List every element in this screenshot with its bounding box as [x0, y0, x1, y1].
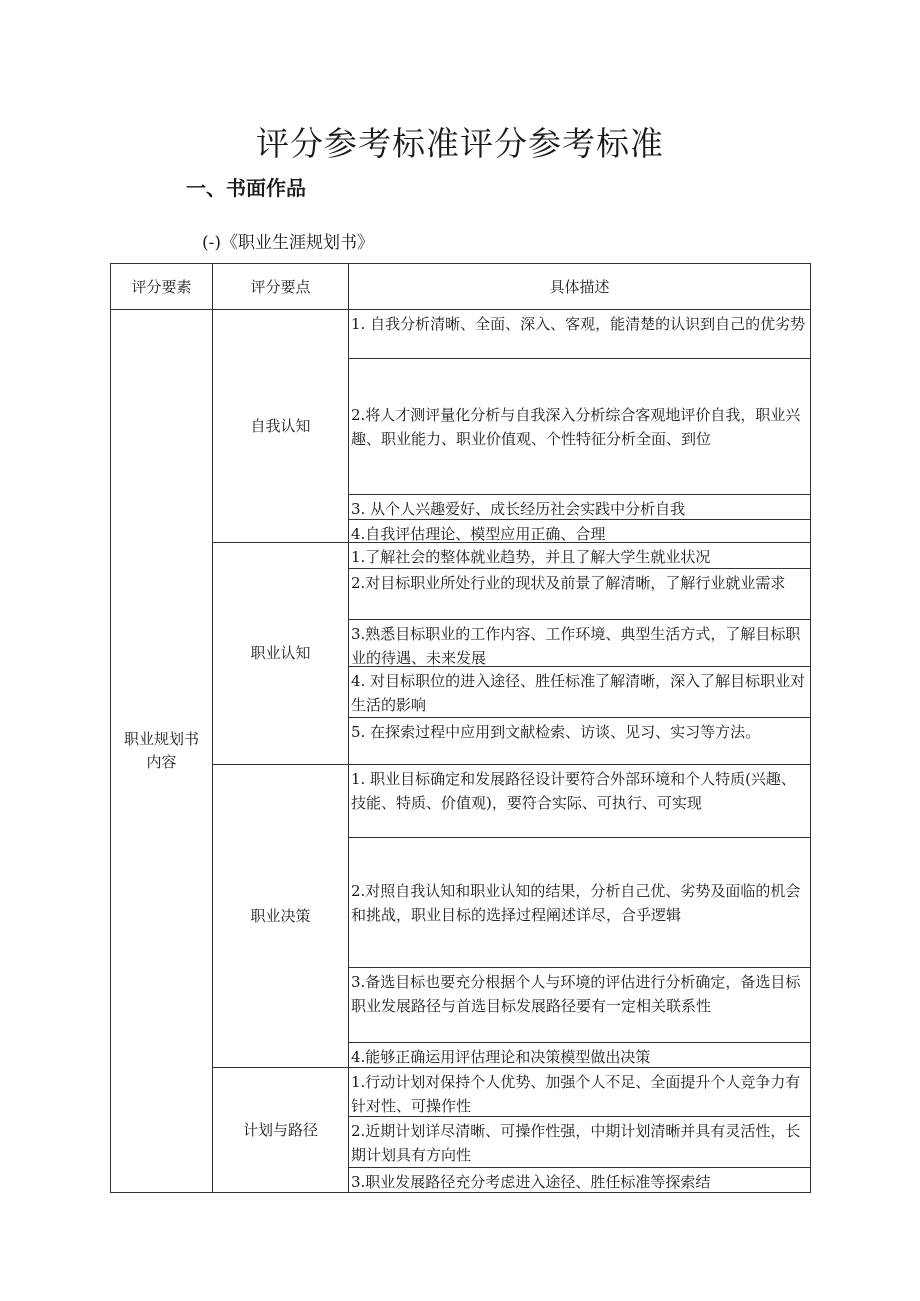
factor-cell: 职业规划书内容 [111, 310, 213, 1193]
point-cell: 职业决策 [213, 765, 349, 1068]
list-item: 2.对照自我认知和职业认知的结果，分析自己优、劣势及面临的机会和挑战，职业目标的选择过程阐述详尽，合乎逻辑 [349, 837, 810, 967]
table-row [111, 310, 811, 543]
page-title: 评分参考标准评分参考标准 [256, 124, 664, 163]
list-item: 3.备选目标也要充分根据个人与环境的评估进行分析确定，备选目标职业发展路径与首选目标发展路径要有一定相关联系性 [349, 967, 810, 1042]
description-cell [349, 543, 811, 765]
list-item: 4.自我评估理论、模型应用正确、合理 [349, 519, 810, 542]
list-item: 2.将人才测评量化分析与自我深入分析综合客观地评价自我，职业兴趣、职业能力、职业价值观、个性特征分析全面、到位 [349, 358, 810, 494]
list-item: 1. 职业目标确定和发展路径设计要符合外部环境和个人特质(兴趣、技能、特质、价值观)，要符合实际、可执行、可实现 [351, 770, 796, 812]
header-factor: 评分要素 [111, 264, 213, 310]
list-item: 3.熟悉目标职业的工作内容、工作环境、典型生活方式，了解目标职业的待遇、未来发展 [349, 619, 810, 666]
description-cell [349, 310, 811, 543]
list-item: 4.能够正确运用评估理论和决策模型做出决策 [349, 1042, 810, 1067]
scoring-table [110, 263, 811, 1193]
list-item: 4. 对目标职位的进入途径、胜任标准了解清晰，深入了解目标职业对生活的影响 [349, 666, 810, 717]
point-cell: 计划与路径 [213, 1068, 349, 1193]
table-row [111, 765, 811, 1068]
list-item: 2.对目标职业所处行业的现状及前景了解清晰，了解行业就业需求 [349, 568, 810, 619]
point-cell: 职业认知 [213, 543, 349, 765]
list-item: 3. 从个人兴趣爱好、成长经历社会实践中分析自我 [349, 494, 810, 519]
subsection-heading: (-)《职业生涯规划书》 [202, 233, 375, 253]
list-item: 1. 自我分析清晰、全面、深入、客观，能清楚的认识到自己的优劣势 [351, 315, 806, 333]
description-cell [349, 1068, 811, 1193]
header-point: 评分要点 [213, 264, 349, 310]
header-description: 具体描述 [349, 264, 811, 310]
table-row [111, 543, 811, 765]
list-item: 1.行动计划对保持个人优势、加强个人不足、全面提升个人竞争力有针对性、可操作性 [351, 1073, 801, 1115]
table-row [111, 1068, 811, 1193]
list-item: 1.了解社会的整体就业趋势，并且了解大学生就业状况 [351, 548, 711, 566]
point-cell: 自我认知 [213, 310, 349, 543]
list-item: 2.近期计划详尽清晰、可操作性强，中期计划清晰并具有灵活性，长期计划具有方向性 [349, 1116, 810, 1167]
description-cell [349, 765, 811, 1068]
list-item: 5. 在探索过程中应用到文献检索、访谈、见习、实习等方法。 [349, 717, 810, 764]
section-heading: 一、书面作品 [186, 176, 306, 200]
table-header-row [111, 264, 811, 310]
list-item: 3.职业发展路径充分考虑进入途径、胜任标准等探索结 [349, 1167, 810, 1192]
